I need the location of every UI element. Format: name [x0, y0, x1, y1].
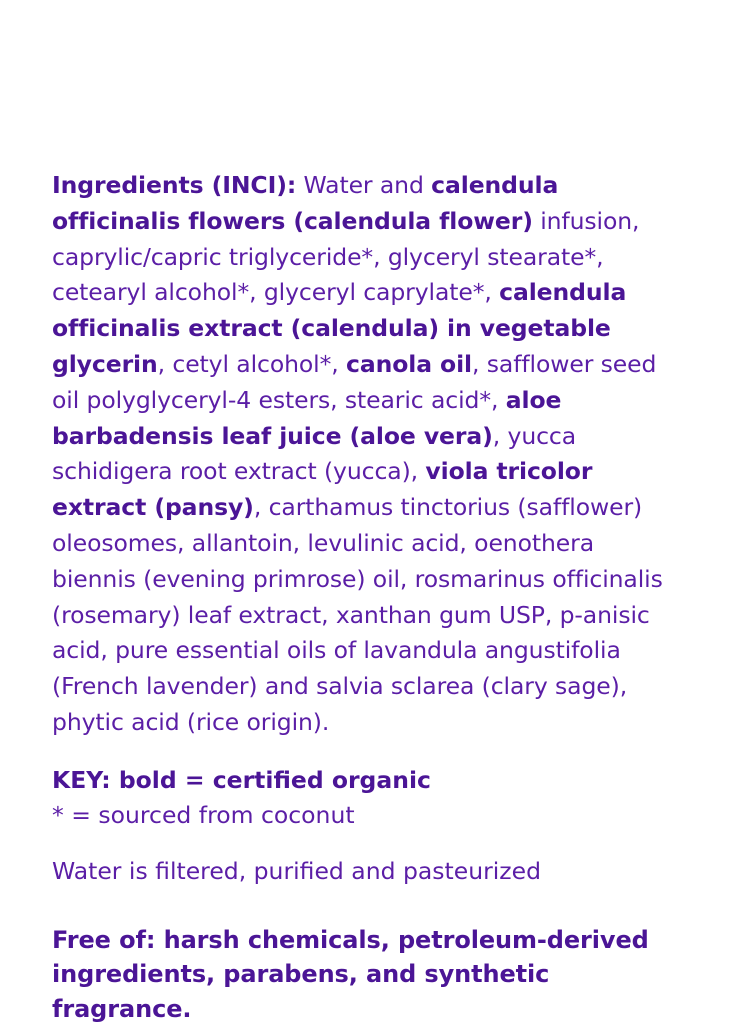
key-bold-line: KEY: bold = certified organic [52, 765, 431, 794]
ingredient-text: , carthamus tinctorius (safflower) oleosomes, allantoin, levulinic acid, oenothera biennis (evening primrose) oil, rosmarinus officinalis (rosemary) leaf extract, xanthan gum USP, p-anisic acid, pure essential oils of lavandula angustifolia (French lavender) and salvia sclarea (clary sage), phytic acid (rice origin). [52, 493, 663, 736]
ingredient-text: , safflower seed oil polyglyceryl-4 esters, stearic acid*, [52, 349, 657, 414]
ingredient-organic-term: aloe barbadensis leaf juice (aloe vera) [52, 385, 562, 450]
ingredient-organic-term: canola oil [346, 349, 473, 378]
free-of-statement: Free of: harsh chemicals, petroleum-derived ingredients, parabens, and synthetic fragrance. [52, 925, 649, 1023]
ingredient-organic-term: calendula officinalis extract (calendula) in vegetable glycerin [52, 278, 627, 378]
ingredients-paragraph [52, 168, 680, 741]
ingredient-text: , cetyl alcohol*, [157, 349, 346, 378]
ingredient-text: , yucca schidigera root extract (yucca), [52, 421, 577, 486]
ingredient-organic-term: calendula officinalis flowers (calendula flower) [52, 171, 559, 235]
ingredient-text: Water and [296, 171, 432, 199]
ingredient-organic-term: viola tricolor extract (pansy) [52, 457, 593, 522]
ingredient-organic-term: Ingredients (INCI): [52, 171, 297, 199]
water-note: Water is filtered, purified and pasteurized [52, 856, 542, 885]
key-asterisk-line: * = sourced from coconut [52, 801, 355, 830]
key-block [52, 763, 680, 834]
ingredient-text: infusion, caprylic/capric triglyceride*, glyceryl stearate*, cetearyl alcohol*, glyceryl caprylate*, [52, 206, 640, 307]
